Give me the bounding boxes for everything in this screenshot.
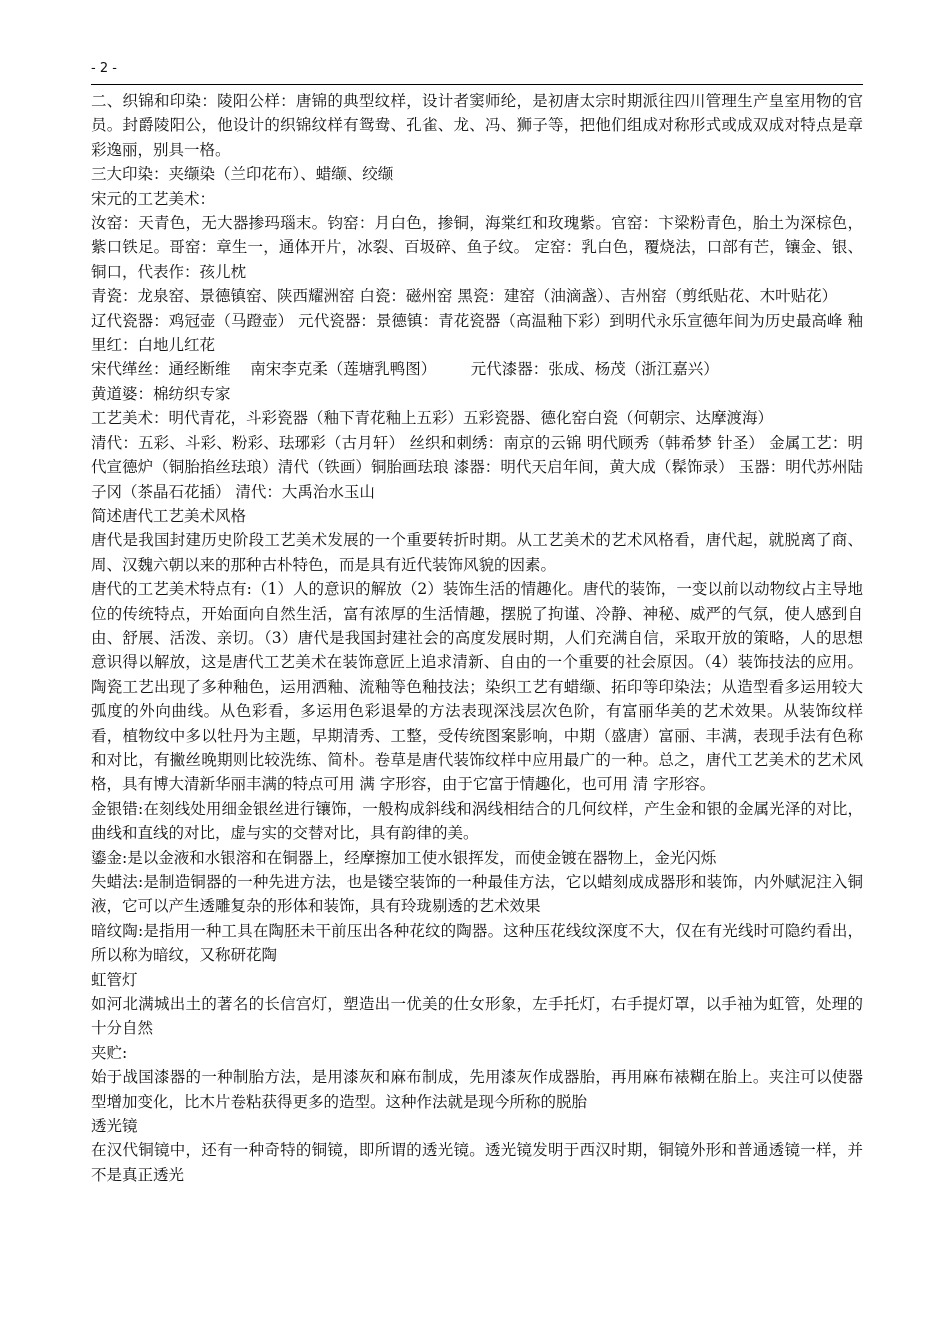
paragraph-gold-silver-inlay: 金银错:在刻线处用细金银丝进行镶饰，一般构成斜线和涡线相结合的几何纹样，产生金和银的金属光泽的对比，曲线和直线的对比，虚与实的交替对比，具有韵律的美。 — [91, 799, 863, 843]
paragraph-tang-features: 唐代的工艺美术特点有:（1）人的意识的解放（2）装饰生活的情趣化。唐代的装饰，一变以前以动物纹占主导地位的传统特点，开始面向自然生活，富有浓厚的生活情趣，摆脱了拘谨、冷静、神秘、威严的气氛，使人感到自由、舒展、活泼、亲切。（3）唐代是我国封建社会的高度发展时期，人们充满自信，采取开放的策略，人的思想意识得以解放，这是唐代工艺美术在装饰意匠上追求清新、自由的一个重要的社会原因。（4）装饰技法的应用。陶瓷工艺出现了多种釉色，运用洒釉、流釉等色釉技法；染织工艺有蜡缬、拓印等印染法；从造型看多运用较大弧度的外向曲线。从色彩看，多运用色彩退晕的方法表现深浅层次色阶，有富丽华美的艺术效果。从装饰纹样看，植物纹中多以牡丹为主题，早期清秀、工整，受传统图案影响，中期（盛唐）富丽、丰满，表现手法有色称和对比，有撇丝晚期则比较洗练、简朴。卷草是唐代装饰纹样中应用最广的一种。总之，唐代工艺美术的艺术风格，具有博大清新华丽丰满的特点可用 满 字形容，由于它富于情趣化，也可用 清 字形容。 — [91, 580, 863, 794]
heading-tang-style: 简述唐代工艺美术风格 — [91, 506, 247, 525]
paragraph-jiazhu: 始于战国漆器的一种制胎方法，是用漆灰和麻布制成，先用漆灰作成器胎，再用麻布裱糊在胎上。夹注可以使器型增加变化，比木片卷粘获得更多的造型。这种作法就是现今所称的脱胎 — [91, 1068, 863, 1111]
paragraph-hidden-pattern-pottery: 暗纹陶:是指用一种工具在陶胚未干前压出各种花纹的陶器。这种压花线纹深度不大，仅在有光线时可隐约看出，所以称为暗纹，又称研花陶 — [91, 921, 863, 965]
heading-rainbow-tube-lamp: 虹管灯 — [91, 970, 138, 989]
paragraph-magic-mirror: 在汉代铜镜中，还有一种奇特的铜镜，即所谓的透光镜。透光镜发明于西汉时期，铜镜外形和普通透镜一样，并不是真正透光 — [91, 1141, 863, 1184]
paragraph-liao-yuan-porcelain: 辽代瓷器：鸡冠壶（马蹬壶） 元代瓷器：景德镇：青花瓷器（高温釉下彩）到明代永乐宣德年间为历史最高峰 釉里红：白地儿红花 — [91, 311, 863, 355]
heading-jiazhu: 夹贮: — [91, 1043, 128, 1062]
document-body — [91, 89, 863, 1187]
paragraph-ming-crafts: 工艺美术：明代青花，斗彩瓷器（釉下青花釉上五彩）五彩瓷器、德化窑白瓷（何朝宗、达摩渡海） — [91, 409, 774, 428]
paragraph-tang-intro: 唐代是我国封建历史阶段工艺美术发展的一个重要转折时期。从工艺美术的艺术风格看，唐代起，就脱离了商、周、汉魏六朝以来的那种古朴特色，而是具有近代装饰风貌的因素。 — [91, 531, 863, 574]
paragraph-gilding: 鎏金:是以金液和水银溶和在铜器上，经摩擦加工使水银挥发，而使金镀在器物上，金光闪烁 — [91, 848, 717, 867]
paragraph-qing-crafts: 清代：五彩、斗彩、粉彩、珐琊彩（古月轩） 丝织和刺绣：南京的云锦 明代顾秀（韩希梦 针圣） 金属工艺：明代宣德炉（铜胎掐丝珐琅）清代（铁画）铜胎画珐琅 漆器：明代天启年间，黄大成（髹饰录） 玉器：明代苏州陆子冈（茶晶石花插） 清代：大禹治水玉山 — [91, 433, 863, 501]
heading-song-yuan-crafts: 宋元的工艺美术： — [91, 189, 216, 208]
page-number: - 2 - — [91, 61, 117, 76]
paragraph-brocade-dyeing: 二、织锦和印染：陵阳公样：唐锦的典型纹样，设计者窦师纶，是初唐太宗时期派往四川管理生产皇室用物的官员。封爵陵阳公，他设计的织锦纹样有鸳鸯、孔雀、龙、冯、狮子等，把他们组成对称形式或成双成对特点是章彩逸丽，别具一格。 — [91, 92, 863, 159]
heading-magic-mirror: 透光镜 — [91, 1117, 138, 1136]
paragraph-lost-wax: 失蜡法:是制造铜器的一种先进方法，也是镂空装饰的一种最佳方法，它以蜡刻成成器形和装饰，内外赋泥注入铜液，它可以产生透雕复杂的形体和装饰，具有玲珑剔透的艺术效果 — [91, 873, 863, 916]
paragraph-huang-daopo: 黄道婆：棉纺织专家 — [91, 384, 231, 403]
paragraph-three-dyeing-methods: 三大印染：夹缬染（兰印花布）、蜡缬、绞缬 — [91, 165, 394, 184]
paragraph-changxin-lamp: 如河北满城出土的著名的长信宫灯，塑造出一优美的仕女形象，左手托灯，右手提灯罩，以手袖为虹管，处理的十分自然 — [91, 995, 863, 1038]
header-rule — [91, 84, 863, 85]
paragraph-five-kilns: 汝窑：天青色，无大器掺玛瑙末。钧窑：月白色，掺铜，海棠红和玫瑰紫。官窑：卞梁粉青色，胎土为深棕色，紫口铁足。哥窑：章生一，通体开片，冰裂、百圾碎、鱼子纹。 定窑：乳白色，覆烧法，口部有芒，镶金、银、铜口，代表作：孩儿枕 — [91, 214, 863, 281]
paragraph-porcelain-types: 青瓷：龙泉窑、景德镇窑、陕西耀洲窑 白瓷：磁州窑 黑瓷：建窑（油滴盏）、吉州窑（剪纸贴花、木叶贴花） — [91, 287, 838, 306]
paragraph-song-kesi: 宋代缂丝：通经断维 南宋李克柔（莲塘乳鸭图） 元代漆器：张成、杨茂（浙江嘉兴） — [91, 360, 719, 379]
